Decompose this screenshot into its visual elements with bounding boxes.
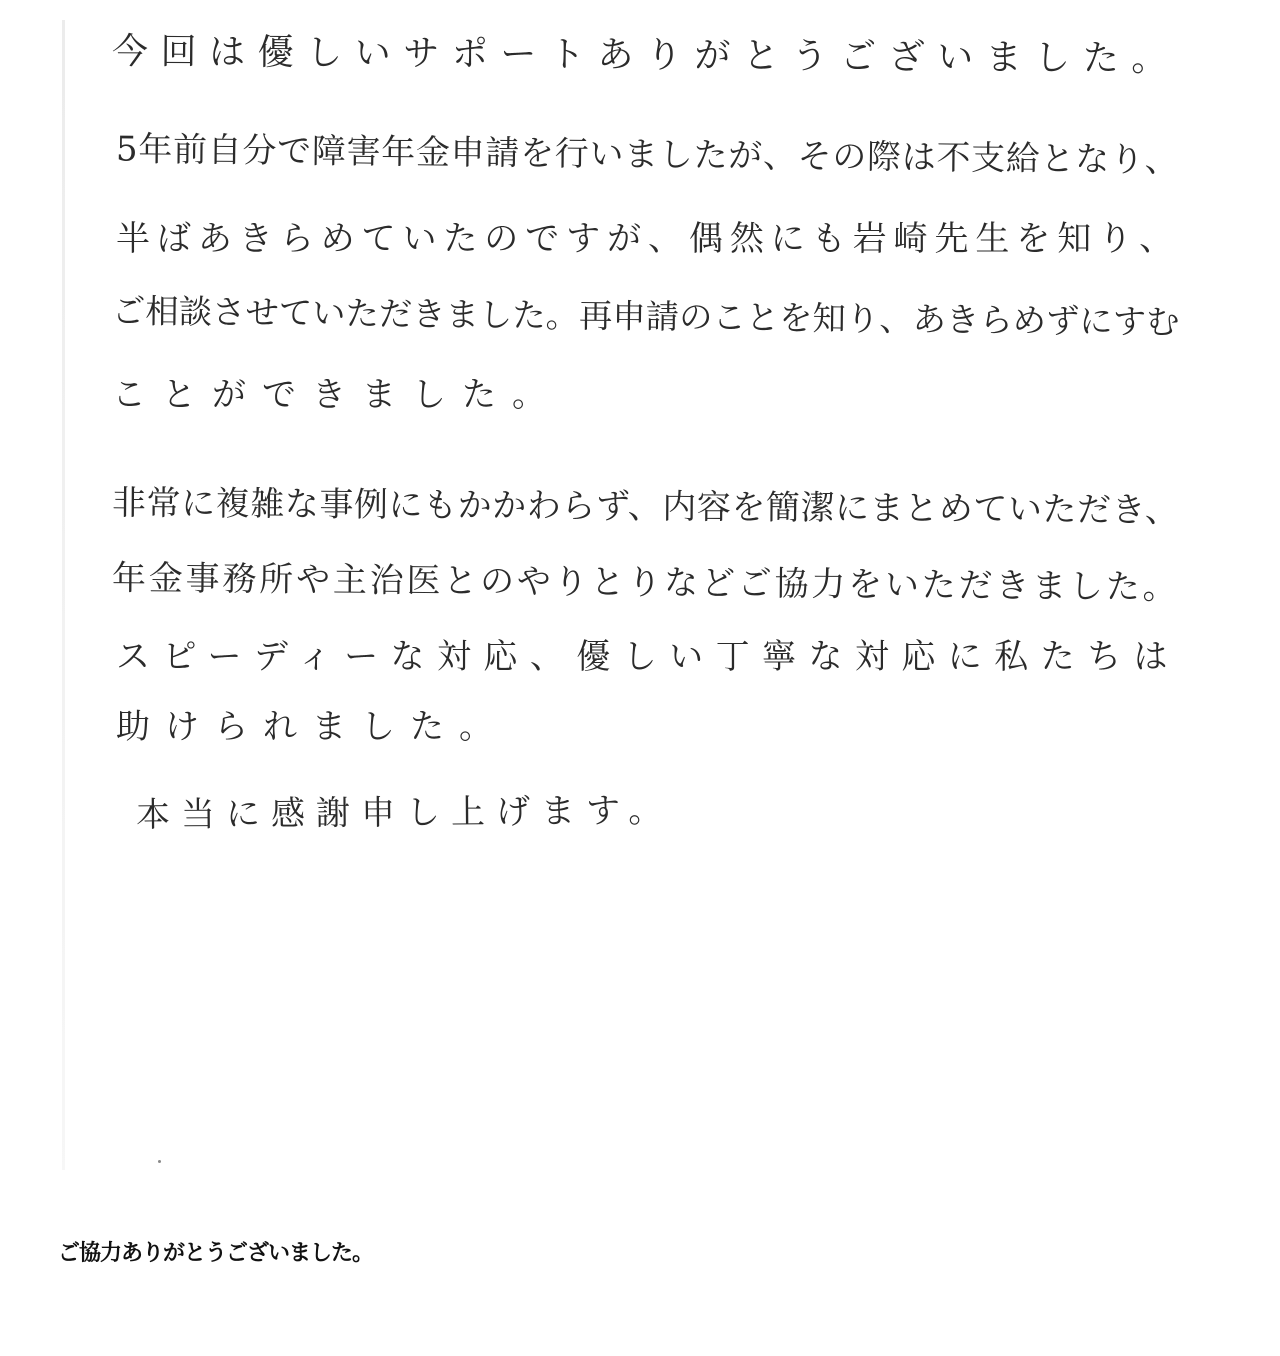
letter-line-4: ご相談させていただきました。再申請のことを知り、あきらめずにすむ	[111, 291, 1180, 342]
footer-thanks: ご協力ありがとうございました。	[58, 1241, 374, 1266]
scan-margin-shadow	[62, 20, 65, 1170]
letter-line-8: スピーディーな対応、優しい丁寧な対応に私たちは	[116, 637, 1180, 677]
letter-line-6: 非常に複雑な事例にもかかわらず、内容を簡潔にまとめていただき、	[111, 483, 1180, 531]
letter-line-1: 今回は優しいサポートありがとうございました。	[111, 31, 1181, 80]
letter-line-7: 年金事務所や主治医とのやりとりなどご協力をいただきました。	[111, 558, 1180, 608]
letter-line-9: 助けられました。	[116, 707, 508, 747]
letter-line-5: ことができました。	[112, 375, 562, 415]
letter-line-3: 半ばあきらめていたのですが、偶然にも岩崎先生を知り、	[116, 219, 1180, 259]
letter-line-10: 本当に感謝申し上げます。	[135, 790, 674, 836]
scan-speck	[158, 1160, 161, 1163]
letter-line-2: 5年前自分で障害年金申請を行いましたが、その際は不支給となり、	[115, 129, 1180, 181]
